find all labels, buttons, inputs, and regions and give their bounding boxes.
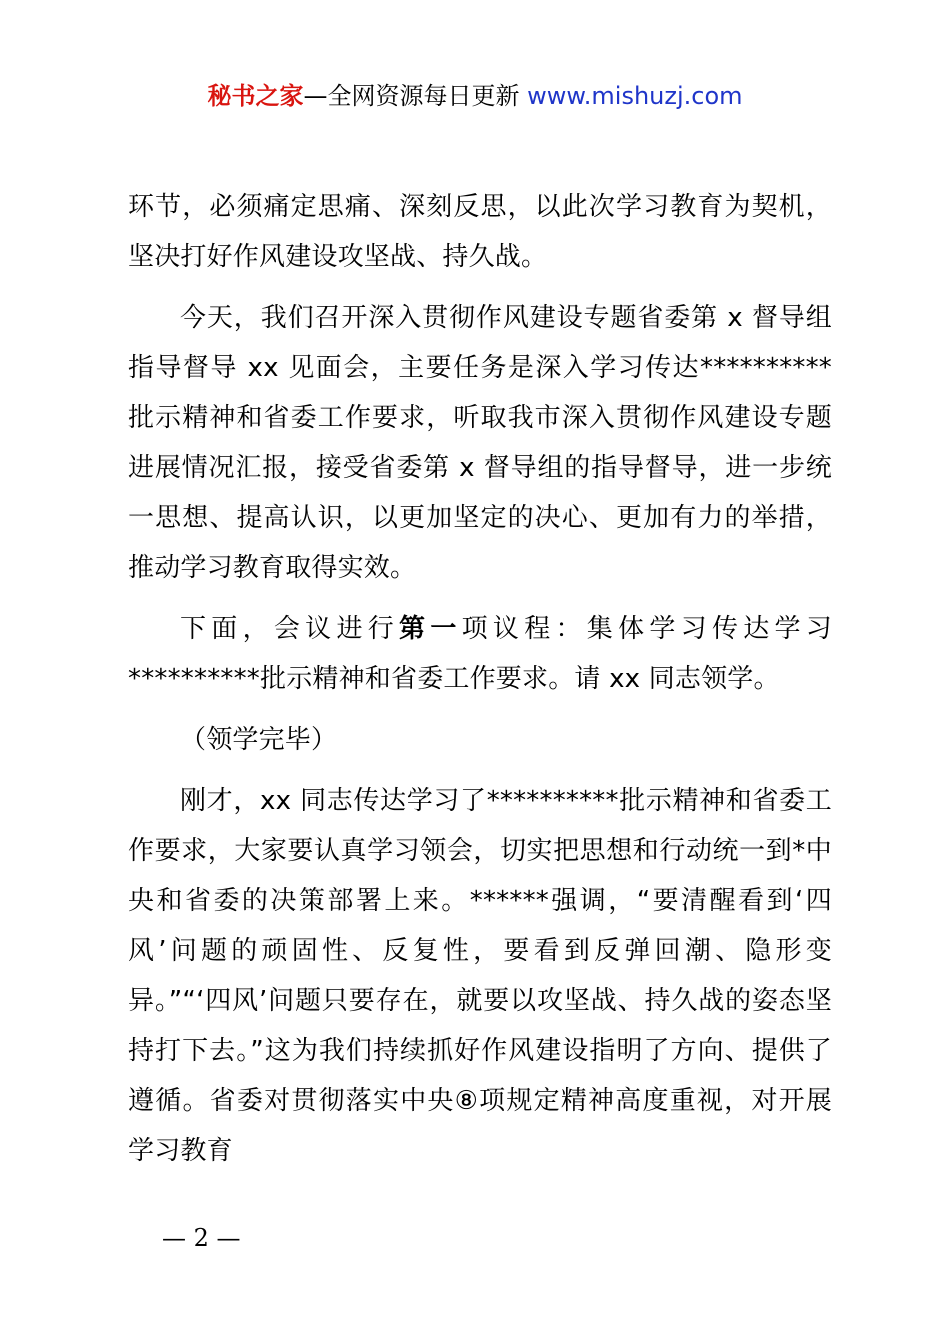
paragraph-continuation: 环节，必须痛定思痛、深刻反思，以此次学习教育为契机，坚决打好作风建设攻坚战、持久战。: [128, 192, 832, 272]
paragraph-meeting-intro: 今天，我们召开深入贯彻作风建设专题省委第 x 督导组指导督导 xx 见面会，主要任务是深入学习传达**********批示精神和省委工作要求，听取我市深入贯彻作风建设专题进展情况汇报，接受省委第 x 督导组的指导督导，进一步统一思想、提高认识，以更加坚定的决心、更加有力的举措，推动学习教育取得实效。: [128, 303, 832, 583]
page-number: — 2 —: [162, 1224, 241, 1252]
agenda-text-pre: 下面，会议进行: [180, 614, 400, 644]
paragraph-summary: 刚才，xx 同志传达学习了**********批示精神和省委工作要求，大家要认真学习领会，切实把思想和行动统一到*中央和省委的决策部署上来。******强调，“要清醒看到‘四风’问题的顽固性、反复性，要看到反弹回潮、隐形变异。”“‘四风’问题只要存在，就要以攻坚战、持久战的姿态坚持打下去。”这为我们持续抓好作风建设指明了方向、提供了遵循。省委对贯彻落实中央⑧项规定精神高度重视，对开展学习教育: [128, 786, 832, 1166]
agenda-text-post: 项议程：集体学习传达学习**********批示精神和省委工作要求。请 xx 同志领学。: [128, 614, 833, 694]
document-body: [128, 182, 832, 1187]
brand-name: 秘书之家: [207, 82, 304, 110]
site-banner: [0, 80, 950, 112]
paragraph-agenda-item: [128, 604, 832, 704]
site-url-link[interactable]: www.mishuzj.com: [527, 82, 743, 110]
banner-slogan: —全网资源每日更新: [303, 82, 520, 110]
paragraph-stage-note: （领学完毕）: [180, 725, 338, 755]
agenda-item-number: 第一: [399, 614, 462, 644]
